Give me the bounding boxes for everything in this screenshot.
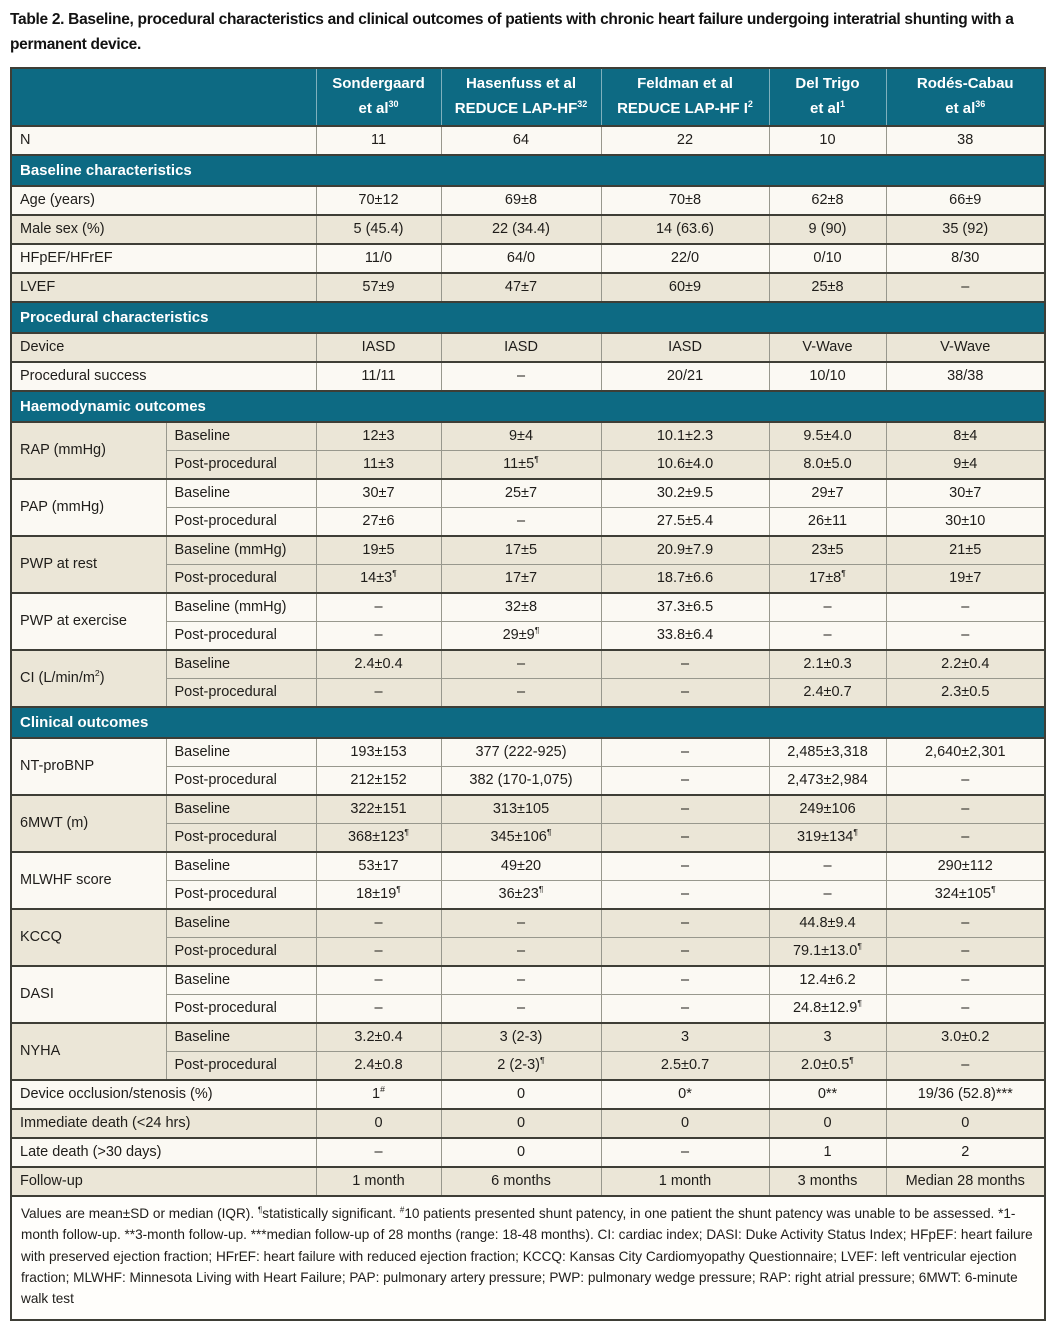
cell-value: – (441, 966, 601, 995)
row-sublabel: Baseline (166, 966, 316, 995)
table-row (11, 479, 1045, 508)
cell-value: 44.8±9.4 (769, 909, 886, 938)
section-row (11, 707, 1045, 738)
cell-value: 2 (886, 1138, 1045, 1167)
study-column-header (441, 68, 601, 126)
cell-value: – (316, 966, 441, 995)
row-label: HFpEF/HFrEF (11, 244, 316, 273)
cell-value: 3.0±0.2 (886, 1023, 1045, 1052)
study-name: Feldman et al (637, 74, 733, 92)
cell-value: 3 months (769, 1167, 886, 1196)
cell-value: – (316, 994, 441, 1023)
cell-value: 3 (2-3) (441, 1023, 601, 1052)
cell-value: 17±7 (441, 564, 601, 593)
table-row (11, 1109, 1045, 1138)
cell-value: – (769, 880, 886, 909)
row-label: DASI (11, 966, 166, 1023)
cell-value: – (601, 823, 769, 852)
cell-value: – (886, 823, 1045, 852)
cell-value: 290±112 (886, 852, 1045, 881)
study-column-header (316, 68, 441, 126)
cell-value: 14±3¶ (316, 564, 441, 593)
study-name: Hasenfuss et al (465, 74, 577, 92)
cell-value: – (886, 937, 1045, 966)
table-row (11, 909, 1045, 938)
cell-value: 79.1±13.0¶ (769, 937, 886, 966)
cell-value: 319±134¶ (769, 823, 886, 852)
table-row (11, 738, 1045, 767)
cell-value: – (316, 621, 441, 650)
cell-value: 12.4±6.2 (769, 966, 886, 995)
table-row (11, 564, 1045, 593)
table-row (11, 1138, 1045, 1167)
row-sublabel: Post-procedural (166, 880, 316, 909)
cell-value: 26±11 (769, 507, 886, 536)
row-sublabel: Post-procedural (166, 1051, 316, 1080)
cell-value: 69±8 (441, 186, 601, 215)
row-label: MLWHF score (11, 852, 166, 909)
studies-header-row (11, 68, 1045, 126)
cell-value: 2.4±0.8 (316, 1051, 441, 1080)
row-label: Age (years) (11, 186, 316, 215)
cell-value: 20.9±7.9 (601, 536, 769, 565)
cell-value: 18.7±6.6 (601, 564, 769, 593)
cell-value: 2,485±3,318 (769, 738, 886, 767)
cell-value: 1 month (601, 1167, 769, 1196)
cell-value: 23±5 (769, 536, 886, 565)
cell-value: 9.5±4.0 (769, 422, 886, 451)
row-label: NT-proBNP (11, 738, 166, 795)
row-sublabel: Post-procedural (166, 766, 316, 795)
table-row (11, 362, 1045, 391)
row-sublabel: Baseline (166, 738, 316, 767)
cell-value: 6 months (441, 1167, 601, 1196)
cell-value: 11/0 (316, 244, 441, 273)
cell-value: 47±7 (441, 273, 601, 302)
cell-value: 0 (769, 1109, 886, 1138)
row-sublabel: Baseline (166, 1023, 316, 1052)
table-row (11, 1167, 1045, 1196)
study-citation: REDUCE LAP-HF $I^2$ (617, 98, 753, 117)
cell-value: 29±7 (769, 479, 886, 508)
cell-value: 11/11 (316, 362, 441, 391)
row-sublabel: Baseline (166, 795, 316, 824)
table-row (11, 1023, 1045, 1052)
study-citation: et $al^1$ (809, 98, 846, 117)
cell-value: 345±106¶ (441, 823, 601, 852)
table-row (11, 880, 1045, 909)
cell-value: 322±151 (316, 795, 441, 824)
table-row (11, 215, 1045, 244)
row-label: NYHA (11, 1023, 166, 1080)
cell-value: 8±4 (886, 422, 1045, 451)
study-citation: REDUCE LAP-HF$^{32}$ (454, 98, 588, 117)
cell-value: 22 (34.4) (441, 215, 601, 244)
cell-value: 62±8 (769, 186, 886, 215)
cell-value: 2 (2-3)¶ (441, 1051, 601, 1080)
row-label: Device (11, 333, 316, 362)
cell-value: – (601, 966, 769, 995)
cell-value: – (601, 852, 769, 881)
cell-value: 9 (90) (769, 215, 886, 244)
cell-value: 36±23¶ (441, 880, 601, 909)
study-name: Sondergaard (332, 74, 425, 92)
table-row (11, 450, 1045, 479)
row-sublabel: Baseline (166, 650, 316, 679)
cell-value: 8.0±5.0 (769, 450, 886, 479)
cell-value: – (316, 1138, 441, 1167)
cell-value: – (601, 937, 769, 966)
table-row (11, 650, 1045, 679)
cell-value: 64/0 (441, 244, 601, 273)
row-label: PAP (mmHg) (11, 479, 166, 536)
cell-value: 17±5 (441, 536, 601, 565)
row-label: RAP (mmHg) (11, 422, 166, 479)
cell-value: V-Wave (769, 333, 886, 362)
cell-value: 11 (316, 126, 441, 155)
cell-value: – (441, 994, 601, 1023)
cell-value: 0 (441, 1080, 601, 1109)
cell-value: 19/36 (52.8)*** (886, 1080, 1045, 1109)
cell-value: 212±152 (316, 766, 441, 795)
cell-value: 2.4±0.4 (316, 650, 441, 679)
table-row (11, 852, 1045, 881)
corner-cell (11, 68, 316, 126)
cell-value: V-Wave (886, 333, 1045, 362)
cell-value: 9±4 (441, 422, 601, 451)
study-column-header (886, 68, 1045, 126)
cell-value: 10 (769, 126, 886, 155)
cell-value: 0* (601, 1080, 769, 1109)
cell-value: 0 (886, 1109, 1045, 1138)
cell-value: 27±6 (316, 507, 441, 536)
cell-value: 8/30 (886, 244, 1045, 273)
cell-value: 2.4±0.7 (769, 678, 886, 707)
cell-value: 53±17 (316, 852, 441, 881)
cell-value: 22 (601, 126, 769, 155)
cell-value: 66±9 (886, 186, 1045, 215)
cell-value: – (441, 937, 601, 966)
table-row (11, 507, 1045, 536)
table-row (11, 186, 1045, 215)
cell-value: – (886, 593, 1045, 622)
cell-value: 1# (316, 1080, 441, 1109)
cell-value: 3 (769, 1023, 886, 1052)
cell-value: 33.8±6.4 (601, 621, 769, 650)
table-title: Table 2. Baseline, procedural characteristics and clinical outcomes of patients with chronic heart failure undergoing interatrial shunting with a permanent device. (10, 11, 1014, 53)
cell-value: – (886, 766, 1045, 795)
cell-value: 377 (222-925) (441, 738, 601, 767)
row-label: PWP at exercise (11, 593, 166, 650)
cell-value: 10.1±2.3 (601, 422, 769, 451)
cell-value: 382 (170-1,075) (441, 766, 601, 795)
row-sublabel: Baseline (166, 422, 316, 451)
cell-value: 70±8 (601, 186, 769, 215)
row-sublabel: Post-procedural (166, 937, 316, 966)
study-column-header (601, 68, 769, 126)
footnote-text: Values are mean±SD or median (IQR). ¶statistically significant. #10 patients presented shunt patency, in one patient the shunt patency was unable to be assessed. *1-month follow-up. **3-month follow-up. ***median follow-up of 28 months (range: 18-48 months). CI: cardiac index; DASI: Duke Activity Status Index; HFpEF: heart failure with preserved ejection fraction; HFrEF: heart failure with reduced ejection fraction; KCCQ: Kansas City Cardiomyopathy Questionnaire; LVEF: left ventricular ejection fraction; MLWHF: Minnesota Living with Heart Failure; PAP: pulmonary artery pressure; PWP: pulmonary wedge pressure; RAP: right atrial pressure; 6MWT: 6-minute walk test (11, 1196, 1045, 1320)
cell-value: 2,640±2,301 (886, 738, 1045, 767)
table-row (11, 823, 1045, 852)
cell-value: – (601, 678, 769, 707)
cell-value: 30.2±9.5 (601, 479, 769, 508)
cell-value: – (601, 994, 769, 1023)
cell-value: 12±3 (316, 422, 441, 451)
cell-value: IASD (316, 333, 441, 362)
cell-value: 3.2±0.4 (316, 1023, 441, 1052)
table-row (11, 1051, 1045, 1080)
cell-value: 0/10 (769, 244, 886, 273)
cell-value: – (441, 678, 601, 707)
row-label: Male sex (%) (11, 215, 316, 244)
table-row (11, 1080, 1045, 1109)
row-label: N (11, 126, 316, 155)
table-row (11, 333, 1045, 362)
row-sublabel: Baseline (166, 852, 316, 881)
cell-value: 0 (441, 1109, 601, 1138)
table-body (11, 126, 1045, 1196)
cell-value: 32±8 (441, 593, 601, 622)
table-row (11, 273, 1045, 302)
cell-value: – (886, 994, 1045, 1023)
table-row (11, 937, 1045, 966)
cell-value: – (769, 621, 886, 650)
cell-value: 25±7 (441, 479, 601, 508)
cell-value: 0** (769, 1080, 886, 1109)
cell-value: 17±8¶ (769, 564, 886, 593)
row-label: Late death (>30 days) (11, 1138, 316, 1167)
cell-value: 14 (63.6) (601, 215, 769, 244)
cell-value: 64 (441, 126, 601, 155)
cell-value: – (601, 795, 769, 824)
cell-value: 2.2±0.4 (886, 650, 1045, 679)
section-header: Haemodynamic outcomes (11, 391, 1045, 422)
table-row (11, 536, 1045, 565)
cell-value: 49±20 (441, 852, 601, 881)
study-name: Rodés-Cabau (916, 74, 1014, 92)
table-row (11, 795, 1045, 824)
row-sublabel: Post-procedural (166, 507, 316, 536)
cell-value: – (316, 937, 441, 966)
table-row (11, 593, 1045, 622)
cell-value: 0 (441, 1138, 601, 1167)
cell-value: Median 28 months (886, 1167, 1045, 1196)
cell-value: 313±105 (441, 795, 601, 824)
cell-value: 38 (886, 126, 1045, 155)
cell-value: 27.5±5.4 (601, 507, 769, 536)
section-row (11, 302, 1045, 333)
cell-value: 10.6±4.0 (601, 450, 769, 479)
cell-value: 30±10 (886, 507, 1045, 536)
cell-value: – (601, 909, 769, 938)
cell-value: 70±12 (316, 186, 441, 215)
cell-value: – (316, 593, 441, 622)
row-sublabel: Post-procedural (166, 994, 316, 1023)
cell-value: 20/21 (601, 362, 769, 391)
table-row (11, 244, 1045, 273)
cell-value: 2.0±0.5¶ (769, 1051, 886, 1080)
cell-value: 10/10 (769, 362, 886, 391)
row-label: CI $(L/\min/m^2)$ (11, 650, 166, 707)
cell-value: 5 (45.4) (316, 215, 441, 244)
cell-value: – (441, 362, 601, 391)
cell-value: 22/0 (601, 244, 769, 273)
cell-value: – (601, 1138, 769, 1167)
section-row (11, 155, 1045, 186)
cell-value: – (886, 621, 1045, 650)
cell-value: – (886, 966, 1045, 995)
cell-value: 24.8±12.9¶ (769, 994, 886, 1023)
cell-value: 193±153 (316, 738, 441, 767)
row-label: LVEF (11, 273, 316, 302)
row-sublabel: Post-procedural (166, 621, 316, 650)
cell-value: 2,473±2,984 (769, 766, 886, 795)
table-row (11, 126, 1045, 155)
cell-value: 37.3±6.5 (601, 593, 769, 622)
cell-value: – (769, 593, 886, 622)
section-header: Procedural characteristics (11, 302, 1045, 333)
cell-value: 249±106 (769, 795, 886, 824)
cell-value: 19±5 (316, 536, 441, 565)
table-row (11, 422, 1045, 451)
row-label: Immediate death (<24 hrs) (11, 1109, 316, 1138)
cell-value: – (316, 909, 441, 938)
row-label: Device occlusion/stenosis (%) (11, 1080, 316, 1109)
cell-value: 324±105¶ (886, 880, 1045, 909)
cell-value: IASD (441, 333, 601, 362)
cell-value: 0 (316, 1109, 441, 1138)
cell-value: 0 (601, 1109, 769, 1138)
cell-value: 2.5±0.7 (601, 1051, 769, 1080)
row-sublabel: Post-procedural (166, 823, 316, 852)
study-citation: et $al^{36}$ (945, 98, 986, 117)
row-label: 6MWT (m) (11, 795, 166, 852)
cell-value: IASD (601, 333, 769, 362)
cell-value: 21±5 (886, 536, 1045, 565)
row-label: Procedural success (11, 362, 316, 391)
cell-value: 30±7 (886, 479, 1045, 508)
cell-value: – (886, 273, 1045, 302)
cell-value: 19±7 (886, 564, 1045, 593)
study-citation: et $al^{30}$ (358, 98, 399, 117)
cell-value: – (316, 678, 441, 707)
section-row (11, 391, 1045, 422)
study-column-header (769, 68, 886, 126)
cell-value: – (886, 795, 1045, 824)
row-sublabel: Post-procedural (166, 678, 316, 707)
row-sublabel: Baseline (166, 909, 316, 938)
row-label: PWP at rest (11, 536, 166, 593)
table-row (11, 966, 1045, 995)
cell-value: 60±9 (601, 273, 769, 302)
cell-value: 9±4 (886, 450, 1045, 479)
cell-value: – (601, 880, 769, 909)
cell-value: 30±7 (316, 479, 441, 508)
section-header: Baseline characteristics (11, 155, 1045, 186)
cell-value: – (769, 852, 886, 881)
cell-value: – (601, 766, 769, 795)
cell-value: 11±5¶ (441, 450, 601, 479)
row-sublabel: Post-procedural (166, 450, 316, 479)
cell-value: – (441, 650, 601, 679)
cell-value: 11±3 (316, 450, 441, 479)
cell-value: – (886, 1051, 1045, 1080)
cell-value: 29±9¶ (441, 621, 601, 650)
cell-value: 35 (92) (886, 215, 1045, 244)
row-sublabel: Baseline (mmHg) (166, 593, 316, 622)
section-header: Clinical outcomes (11, 707, 1045, 738)
cell-value: 2.1±0.3 (769, 650, 886, 679)
data-table (10, 67, 1046, 1321)
row-label: KCCQ (11, 909, 166, 966)
cell-value: – (441, 507, 601, 536)
cell-value: – (441, 909, 601, 938)
row-label: Follow-up (11, 1167, 316, 1196)
table-row (11, 678, 1045, 707)
cell-value: – (601, 738, 769, 767)
cell-value: 25±8 (769, 273, 886, 302)
row-sublabel: Baseline (166, 479, 316, 508)
cell-value: 38/38 (886, 362, 1045, 391)
cell-value: 18±19¶ (316, 880, 441, 909)
cell-value: 368±123¶ (316, 823, 441, 852)
cell-value: – (886, 909, 1045, 938)
table-row (11, 994, 1045, 1023)
cell-value: 3 (601, 1023, 769, 1052)
row-sublabel: Baseline (mmHg) (166, 536, 316, 565)
footnote-row (11, 1196, 1045, 1320)
cell-value: 1 month (316, 1167, 441, 1196)
cell-value: – (601, 650, 769, 679)
table-row (11, 621, 1045, 650)
study-name: Del Trigo (795, 74, 860, 92)
cell-value: 57±9 (316, 273, 441, 302)
cell-value: 2.3±0.5 (886, 678, 1045, 707)
table-row (11, 766, 1045, 795)
cell-value: 1 (769, 1138, 886, 1167)
row-sublabel: Post-procedural (166, 564, 316, 593)
